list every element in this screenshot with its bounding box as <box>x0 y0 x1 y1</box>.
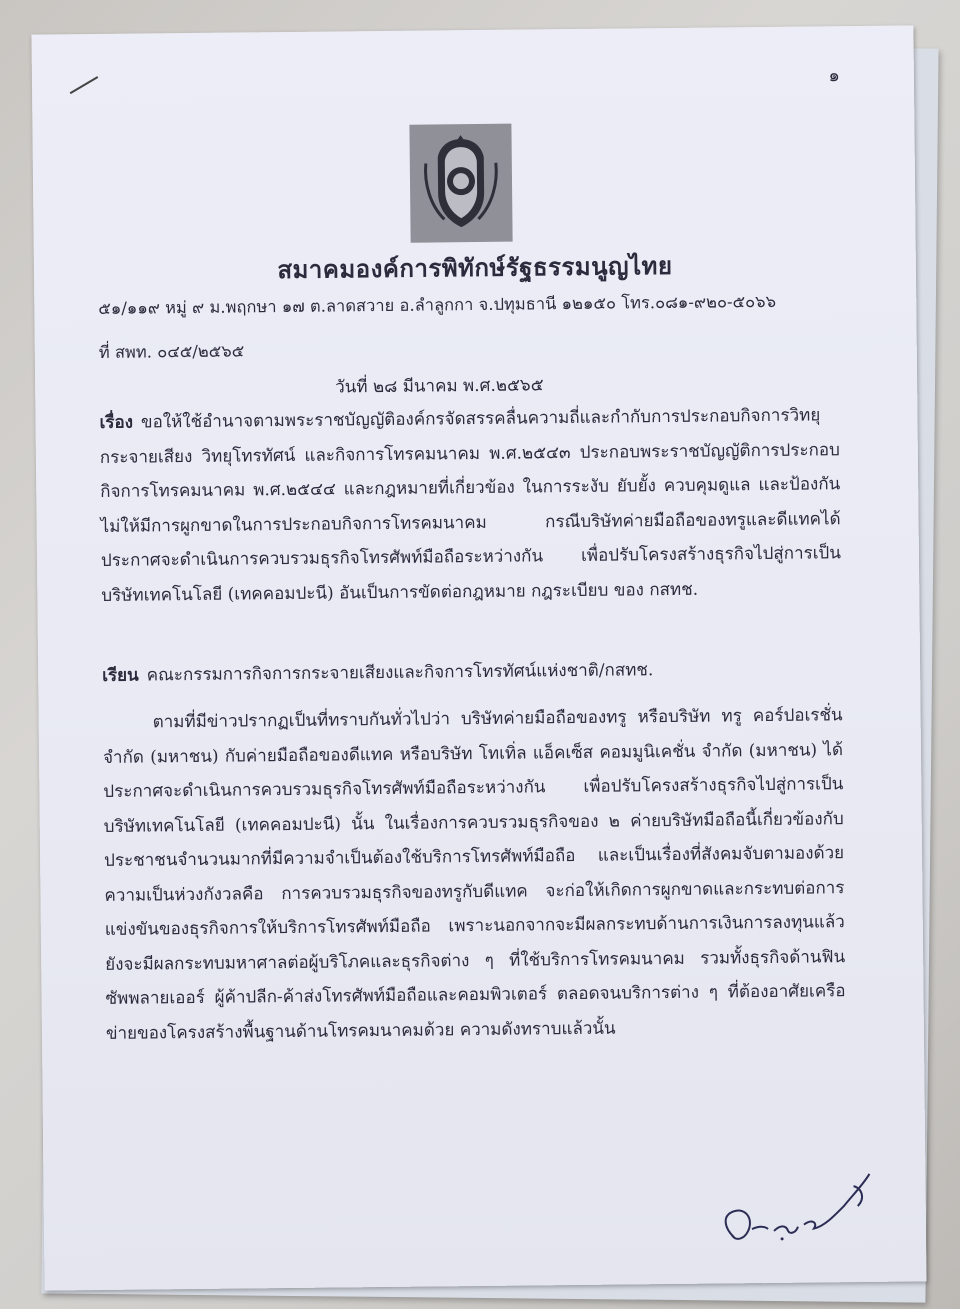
recipient-label: เรียน <box>102 665 139 686</box>
page-number: ๑ <box>828 65 841 87</box>
subject-block <box>99 398 841 613</box>
reference-number: ที่ สพท. ๐๔๕/๒๕๖๕ <box>98 341 245 362</box>
subject-text: ขอให้ใช้อำนาจตามพระราชบัญญัติองค์กรจัดสรรคลื่นความถี่และกำกับการประกอบกิจการวิทยุกระจายเสียง วิทยุโทรทัศน์ และกิจการโทรคมนาคม พ.ศ.๒๕๔๓ ประกอบพระราชบัญญัติการประกอบกิจการโทรคมนาคม พ.ศ.๒๕๔๔ และกฎหมายที่เกี่ยวข้อง ในการระงับ ยับยั้ง ควบคุมดูแล และป้องกันไม่ให้มีการผูกขาดในการประกอบกิจการโทรคมนาคม กรณีบริษัทค่ายมือถือของทรูและดีแทคได้ประกาศจะดำเนินการควบรวมธุรกิจโทรศัพท์มือถือระหว่างกัน เพื่อปรับโครงสร้างธุรกิจไปสู่การเป็นบริษัทเทคโนโลยี (เทคคอมปะนี) อันเป็นการขัดต่อกฎหมาย กฎระเบียบ ของ กสทช. <box>99 405 842 606</box>
organization-name: สมาคมองค์การพิทักษ์รัฐธรรมนูญไทย <box>277 250 673 285</box>
signature-icon <box>693 1166 894 1258</box>
organization-seal-icon <box>409 124 512 243</box>
recipient-text: คณะกรรมการกิจการกระจายเสียงและกิจการโทรทัศน์แห่งชาติ/กสทช. <box>146 660 654 686</box>
pencil-mark <box>70 76 99 94</box>
subject-label: เรื่อง <box>99 412 134 433</box>
letter-date: วันที่ ๒๘ มีนาคม พ.ศ.๒๕๖๕ <box>335 375 544 398</box>
recipient-block <box>102 656 653 689</box>
organization-address: ๕๑/๑๑๙ หมู่ ๙ ม.พฤกษา ๑๗ ต.ลาดสวาย อ.ลำลูกกา จ.ปทุมธานี ๑๒๑๕๐ โทร.๐๘๑-๙๒๐-๕๐๖๖ <box>98 291 777 318</box>
letter-page <box>31 25 926 1290</box>
body-paragraph: ตามที่มีข่าวปรากฏเป็นที่ทราบกันทั่วไปว่า บริษัทค่ายมือถือของทรู หรือบริษัท ทรู คอร์ปอเรชั่น จำกัด (มหาชน) กับค่ายมือถือของดีแทค หรือบริษัท โทเทิ่ล แอ็คเซ็ส คอมมูนิเคชั่น จำกัด (มหาชน) ได้ประกาศจะดำเนินการควบรวมธุรกิจโทรศัพท์มือถือระหว่างกัน เพื่อปรับโครงสร้างธุรกิจไปสู่การเป็นบริษัทเทคโนโลยี (เทคคอมปะนี) นั้น ในเรื่องการควบรวมธุรกิจของ ๒ ค่ายบริษัทมือถือนี้เกี่ยวข้องกับประชาชนจำนวนมากที่มีความจำเป็นต้องใช้บริการโทรศัพท์มือถือ และเป็นเรื่องที่สังคมจับตามองด้วยความเป็นห่วงกังวลคือ การควบรวมธุรกิจของทรูกับดีแทค จะก่อให้เกิดการผูกขาดและกระทบต่อการแข่งขันของธุรกิจการให้บริการโทรศัพท์มือถือ เพราะนอกจากจะมีผลกระทบด้านการเงินการลงทุนแล้ว ยังจะมีผลกระทบมหาศาลต่อผู้บริโภคและธุรกิจต่าง ๆ ที่ใช้บริการโทรคมนาคม รวมทั้งธุรกิจด้านฟินซัพพลายเออร์ ผู้ค้าปลีก-ค้าส่งโทรศัพท์มือถือและคอมพิวเตอร์ ตลอดจนบริการต่าง ๆ ที่ต้องอาศัยเครือข่ายของโครงสร้างพื้นฐานด้านโทรคมนาคมด้วย ความดังทราบแล้วนั้น <box>102 705 846 1044</box>
